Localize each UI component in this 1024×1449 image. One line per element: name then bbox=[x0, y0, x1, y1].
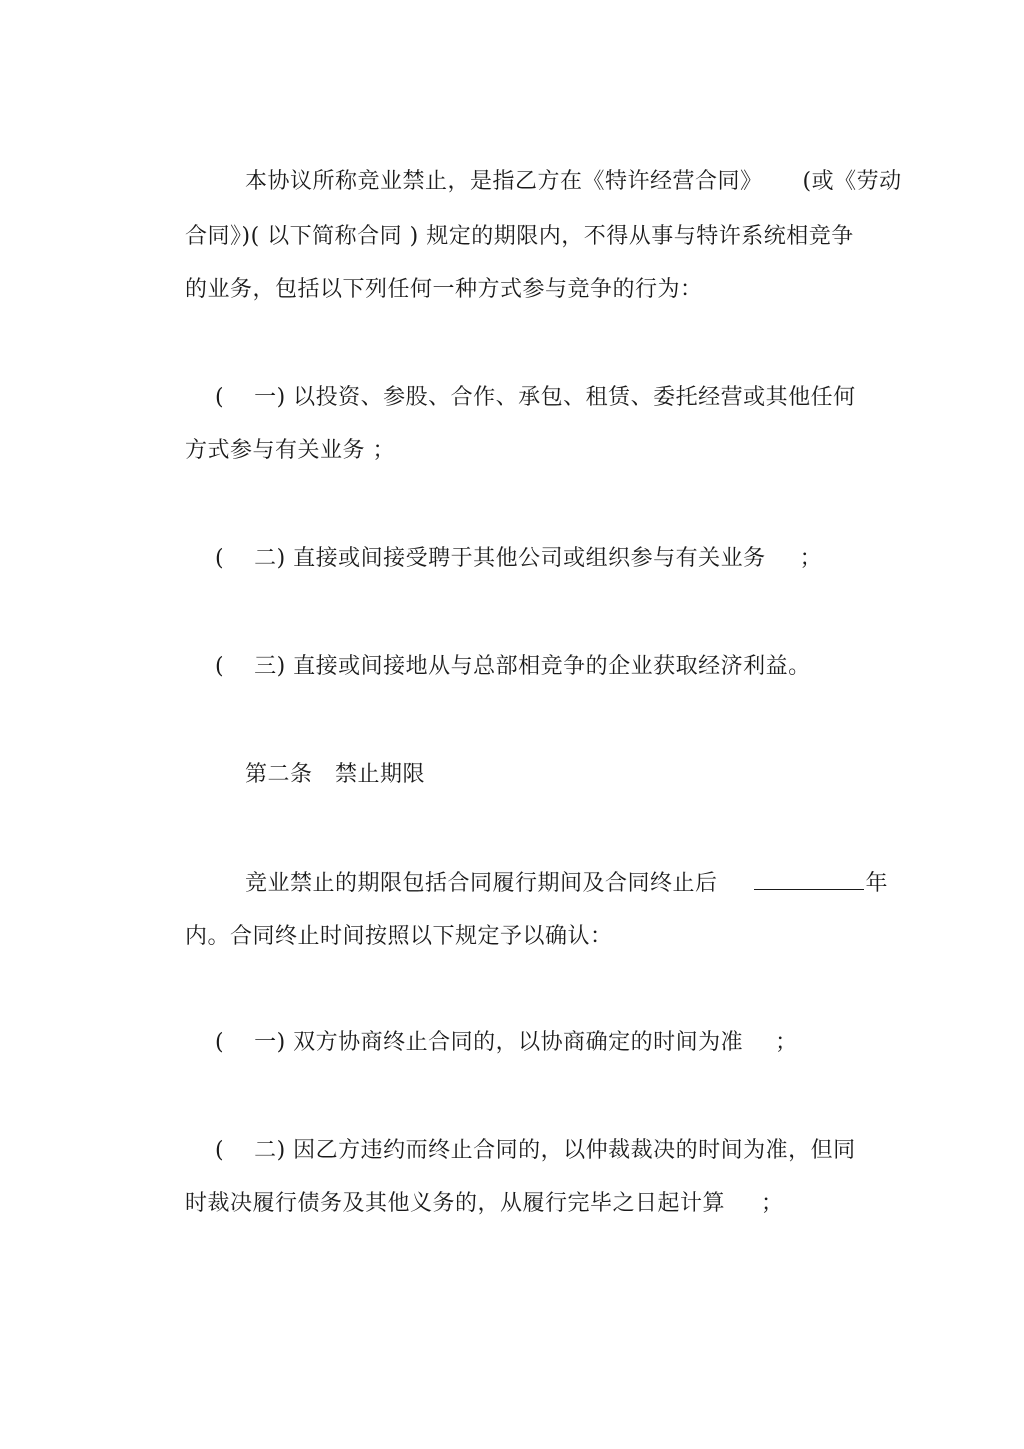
list-item-text: 二) 因乙方违约而终止合同的，以仲裁裁决的时间为准，但同 bbox=[254, 1138, 856, 1163]
list-item-tail: ； bbox=[761, 1191, 784, 1216]
list-item-tail: ； bbox=[799, 546, 823, 571]
paragraph-text: 竞业禁止的期限包括合同履行期间及合同终止后 bbox=[244, 871, 718, 896]
list-item-text: 一) 以投资、参股、合作、承包、租赁、委托经营或其他任何 bbox=[254, 385, 856, 410]
list-paren: ( bbox=[214, 654, 225, 679]
list-item-text: 三) 直接或间接地从与总部相竞争的企业获取经济利益。 bbox=[254, 654, 811, 679]
list-paren: ( bbox=[214, 546, 225, 571]
list-item-continuation bbox=[155, 406, 395, 496]
fill-in-blank bbox=[754, 867, 864, 890]
list-item-text: 方式参与有关业务 ； bbox=[184, 438, 395, 463]
article-heading bbox=[215, 730, 425, 820]
list-item-text: 时裁决履行债务及其他义务的，从履行完毕之日起计算 bbox=[184, 1191, 725, 1216]
list-paren: ( bbox=[214, 1030, 225, 1055]
paragraph-text: 本协议所称竞业禁止，是指乙方在《特许经营合同》 bbox=[244, 169, 763, 194]
paragraph-text: 年 bbox=[865, 871, 889, 896]
list-item-continuation bbox=[155, 1159, 784, 1249]
list-item bbox=[185, 514, 822, 604]
paragraph-text: (或《劳动 bbox=[802, 169, 902, 194]
list-item-text: 一) 双方协商终止合同的，以协商确定的时间为准 bbox=[254, 1030, 744, 1055]
paragraph-text: 的业务，包括以下列任何一种方式参与竞争的行为： bbox=[184, 277, 703, 302]
paragraph-text: 内。合同终止时间按照以下规定予以确认： bbox=[184, 924, 613, 949]
article-title: 第二条 禁止期限 bbox=[244, 762, 425, 787]
paragraph-text: 合同》)( 以下简称合同 ) 规定的期限内，不得从事与特许系统相竞争 bbox=[184, 224, 854, 249]
list-item-text: 二) 直接或间接受聘于其他公司或组织参与有关业务 bbox=[254, 546, 766, 571]
list-item-tail: ； bbox=[775, 1030, 798, 1055]
list-paren: ( bbox=[214, 385, 225, 410]
list-paren: ( bbox=[214, 1138, 225, 1163]
list-item bbox=[185, 998, 798, 1088]
list-item bbox=[185, 622, 811, 712]
paragraph-line bbox=[155, 245, 703, 335]
paragraph-line bbox=[155, 892, 613, 982]
